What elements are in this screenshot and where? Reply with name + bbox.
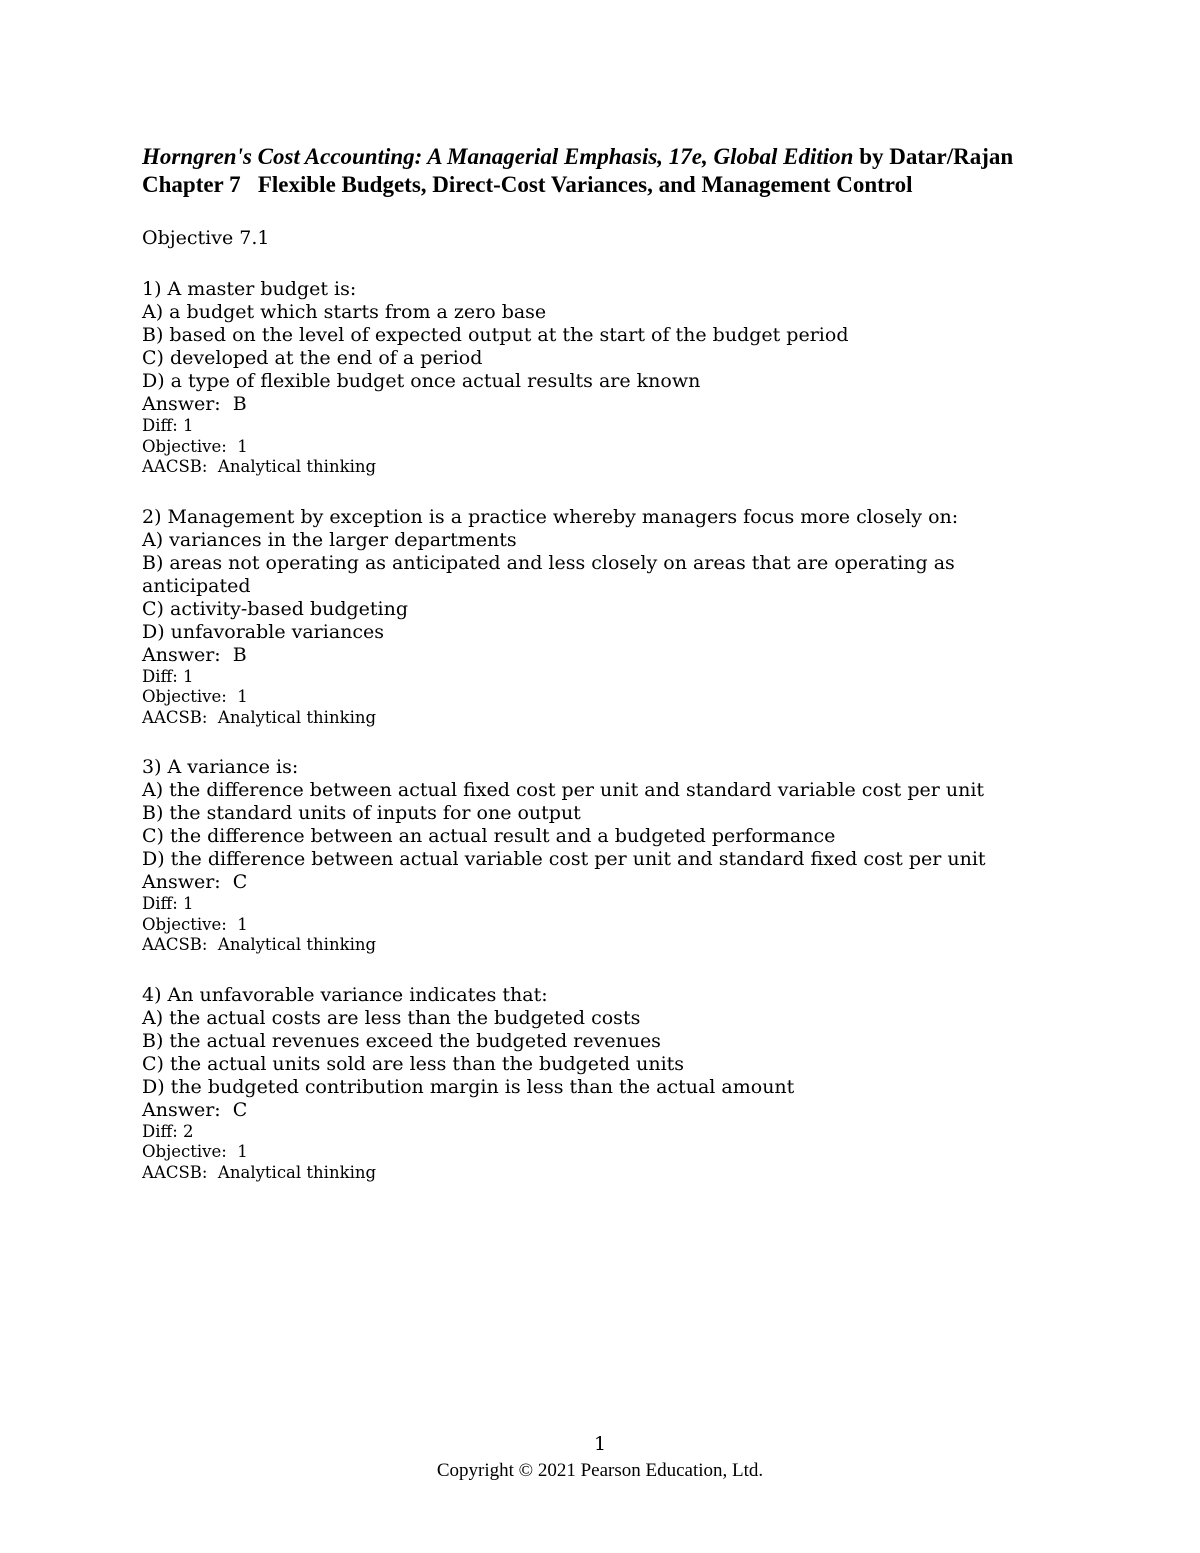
question-diff: Diff: 1 — [142, 416, 194, 435]
question-answer: Answer: C — [142, 1098, 248, 1121]
question-answer: Answer: B — [142, 393, 247, 415]
question-aacsb: AACSB: Analytical thinking — [142, 457, 377, 476]
question-stem: 4) An unfavorable variance indicates that: — [142, 983, 548, 1006]
question-2 — [142, 506, 1102, 729]
question-answer: Answer: B — [142, 643, 247, 666]
question-answer: Answer: C — [142, 871, 248, 893]
question-option-b: B) the actual revenues exceed the budgeted revenues — [142, 1029, 661, 1052]
question-diff: Diff: 1 — [142, 666, 194, 686]
copyright-notice: Copyright © 2021 Pearson Education, Ltd. — [436, 1460, 764, 1481]
question-stem: 3) A variance is: — [142, 756, 299, 778]
chapter-title: Chapter 7 Flexible Budgets, Direct-Cost Variances, and Management Control — [142, 172, 913, 197]
question-option-c: C) activity-based budgeting — [142, 597, 409, 620]
question-objective: Objective: 1 — [142, 436, 248, 456]
book-title: Horngren's Cost Accounting: A Managerial Emphasis, 17e, Global Edition — [142, 144, 854, 169]
question-objective: Objective: 1 — [142, 914, 248, 934]
question-option-a: A) the difference between actual fixed cost per unit and standard variable cost per unit — [142, 779, 985, 801]
question-aacsb: AACSB: Analytical thinking — [142, 935, 377, 954]
question-option-d: D) a type of flexible budget once actual results are known — [142, 370, 701, 392]
question-option-d: D) the budgeted contribution margin is less than the actual amount — [142, 1075, 795, 1098]
question-diff: Diff: 1 — [142, 894, 194, 913]
question-1 — [142, 278, 1102, 478]
question-option-c: C) the actual units sold are less than the budgeted units — [142, 1052, 685, 1075]
question-4 — [142, 984, 1102, 1184]
question-option-b: B) based on the level of expected output at the start of the budget period — [142, 324, 849, 346]
question-objective: Objective: 1 — [142, 687, 248, 706]
book-title-line — [142, 143, 1102, 171]
question-stem: 1) A master budget is: — [142, 278, 357, 300]
question-option-d: D) unfavorable variances — [142, 620, 385, 643]
question-3 — [142, 756, 1102, 956]
question-option-c: C) developed at the end of a period — [142, 347, 483, 369]
objective-heading: Objective 7.1 — [142, 227, 270, 249]
question-diff: Diff: 2 — [142, 1121, 194, 1141]
book-authors: by Datar/Rajan — [853, 144, 1014, 169]
question-option-c: C) the difference between an actual result and a budgeted performance — [142, 825, 836, 847]
question-option-a: A) variances in the larger departments — [142, 528, 517, 551]
page-content — [142, 143, 1102, 1183]
question-stem: 2) Management by exception is a practice whereby managers focus more closely on: — [142, 505, 959, 528]
question-option-a: A) a budget which starts from a zero base — [142, 301, 547, 323]
question-aacsb: AACSB: Analytical thinking — [142, 1162, 377, 1182]
question-option-b: B) areas not operating as anticipated and less closely on areas that are operating as anticipated — [142, 551, 955, 597]
question-aacsb: AACSB: Analytical thinking — [142, 707, 377, 727]
question-option-b: B) the standard units of inputs for one output — [142, 802, 581, 824]
page-number: 1 — [593, 1433, 607, 1455]
question-option-d: D) the difference between actual variable cost per unit and standard fixed cost per unit — [142, 848, 986, 870]
question-option-a: A) the actual costs are less than the budgeted costs — [142, 1006, 641, 1029]
question-objective: Objective: 1 — [142, 1142, 248, 1161]
